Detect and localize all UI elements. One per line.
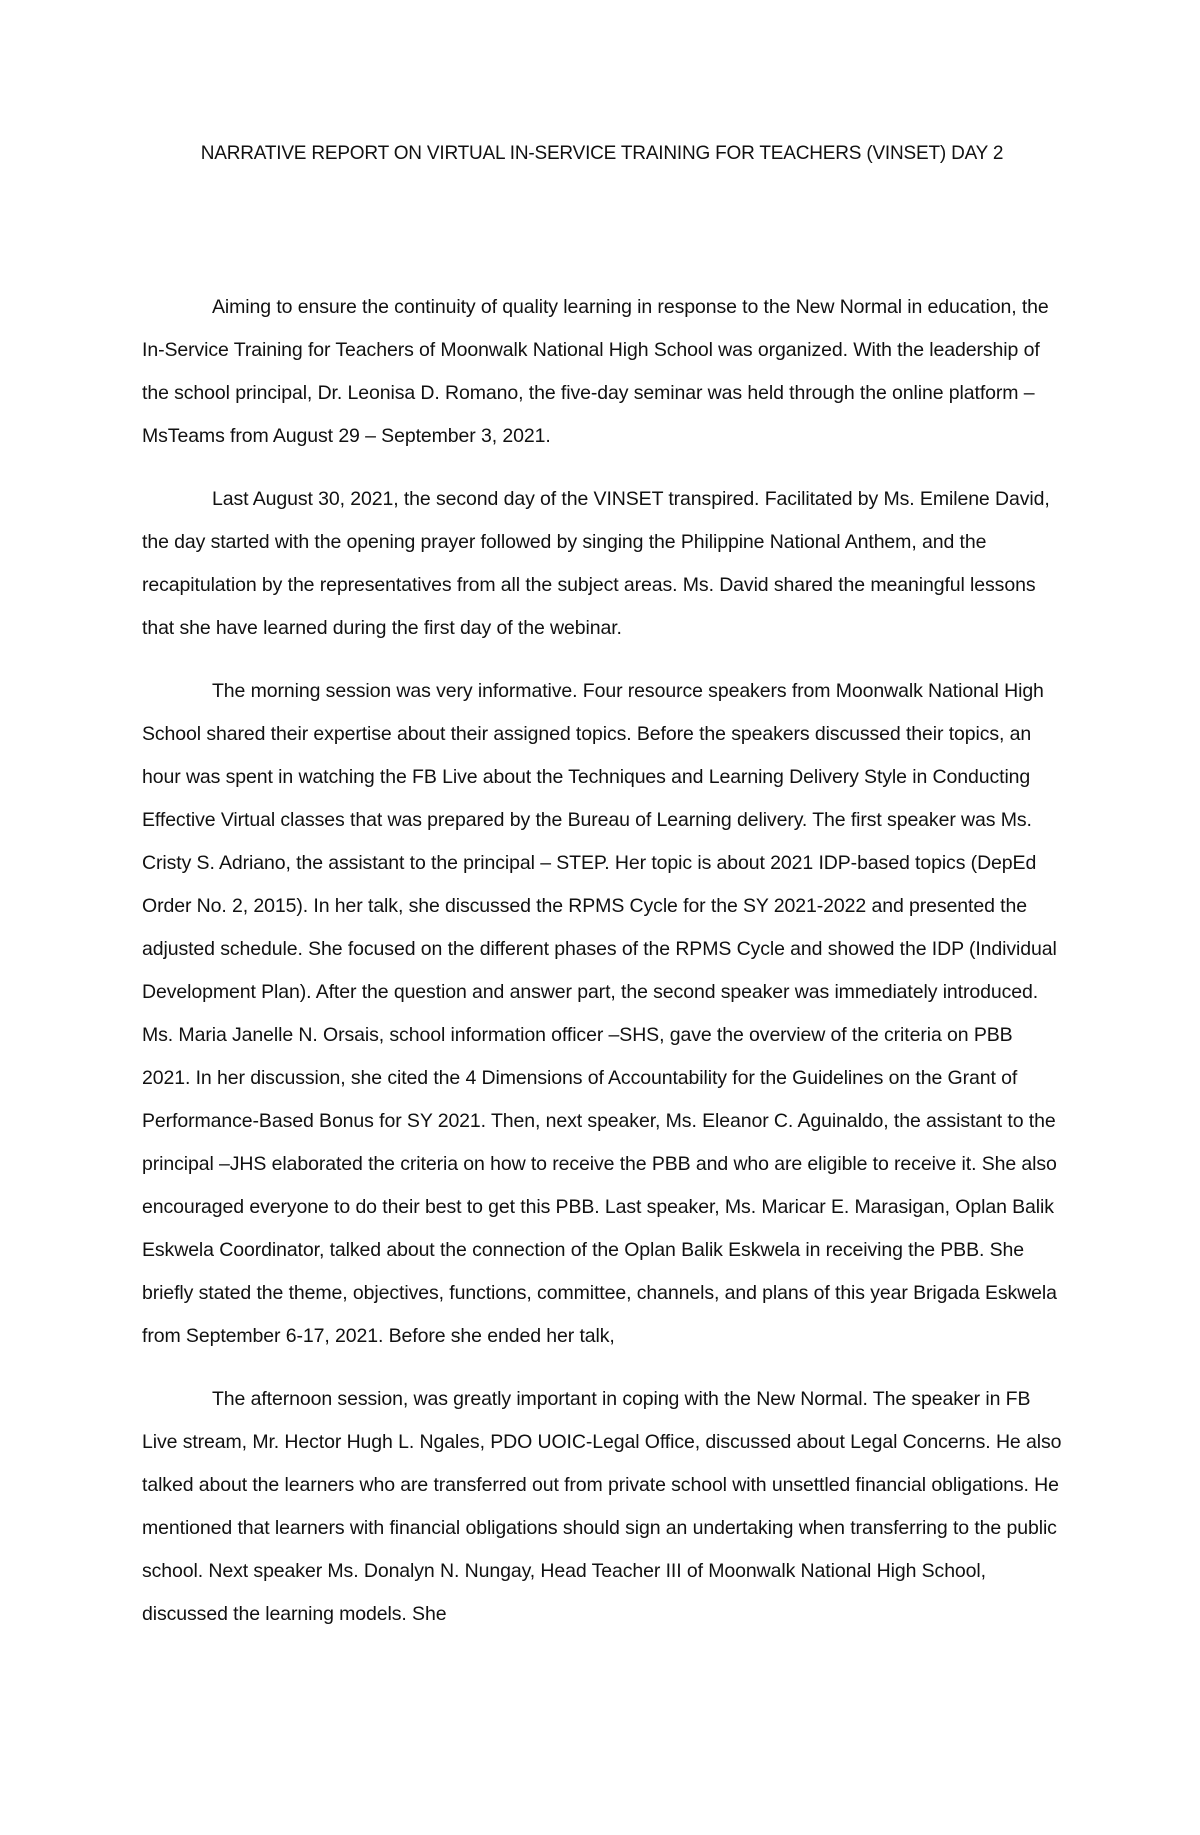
paragraph-morning-session: The morning session was very informative. Four resource speakers from Moonwalk National High School shared their expertise about their assigned topics. Before the speakers discussed their topics, an hour was spent in watching the FB Live about the Techniques and Learning Delivery Style in Conducting Effective Virtual classes that was prepared by the Bureau of Learning delivery. The first speaker was Ms. Cristy S. Adriano, the assistant to the principal – STEP. Her topic is about 2021 IDP-based topics (DepEd Order No. 2, 2015). In her talk, she discussed the RPMS Cycle for the SY 2021-2022 and presented the adjusted schedule. She focused on the different phases of the RPMS Cycle and showed the IDP (Individual Development Plan). After the question and answer part, the second speaker was immediately introduced. Ms. Maria Janelle N. Orsais, school information officer –SHS, gave the overview of the criteria on PBB 2021. In her discussion, she cited the 4 Dimensions of Accountability for the Guidelines on the Grant of Performance-Based Bonus for SY 2021. Then, next speaker, Ms. Eleanor C. Aguinaldo, the assistant to the principal –JHS elaborated the criteria on how to receive the PBB and who are eligible to receive it. She also encouraged everyone to do their best to get this PBB. Last speaker, Ms. Maricar E. Marasigan, Oplan Balik Eskwela Coordinator, talked about the connection of the Oplan Balik Eskwela in receiving the PBB. She briefly stated the theme, objectives, functions, committee, channels, and plans of this year Brigada Eskwela from September 6-17, 2021. Before she ended her talk, — [142, 680, 1057, 1347]
paragraph-introduction: Aiming to ensure the continuity of quality learning in response to the New Normal in education, the In-Service Training for Teachers of Moonwalk National High School was organized. With the leadership of the school principal, Dr. Leonisa D. Romano, the five-day seminar was held through the online platform – MsTeams from August 29 – September 3, 2021. — [142, 296, 1049, 447]
report-body — [142, 286, 1062, 1636]
paragraph-afternoon-session: The afternoon session, was greatly important in coping with the New Normal. The speaker in FB Live stream, Mr. Hector Hugh L. Ngales, PDO UOIC-Legal Office, discussed about Legal Concerns. He also talked about the learners who are transferred out from private school with unsettled financial obligations. He mentioned that learners with financial obligations should sign an undertaking when transferring to the public school. Next speaker Ms. Donalyn N. Nungay, Head Teacher III of Moonwalk National High School, discussed the learning models. She — [142, 1388, 1062, 1625]
report-title: NARRATIVE REPORT ON VIRTUAL IN-SERVICE TRAINING FOR TEACHERS (VINSET) DAY 2 — [200, 143, 1004, 164]
paragraph-day-two-opening: Last August 30, 2021, the second day of the VINSET transpired. Facilitated by Ms. Emilene David, the day started with the opening prayer followed by singing the Philippine National Anthem, and the recapitulation by the representatives from all the subject areas. Ms. David shared the meaningful lessons that she have learned during the first day of the webinar. — [142, 488, 1050, 639]
